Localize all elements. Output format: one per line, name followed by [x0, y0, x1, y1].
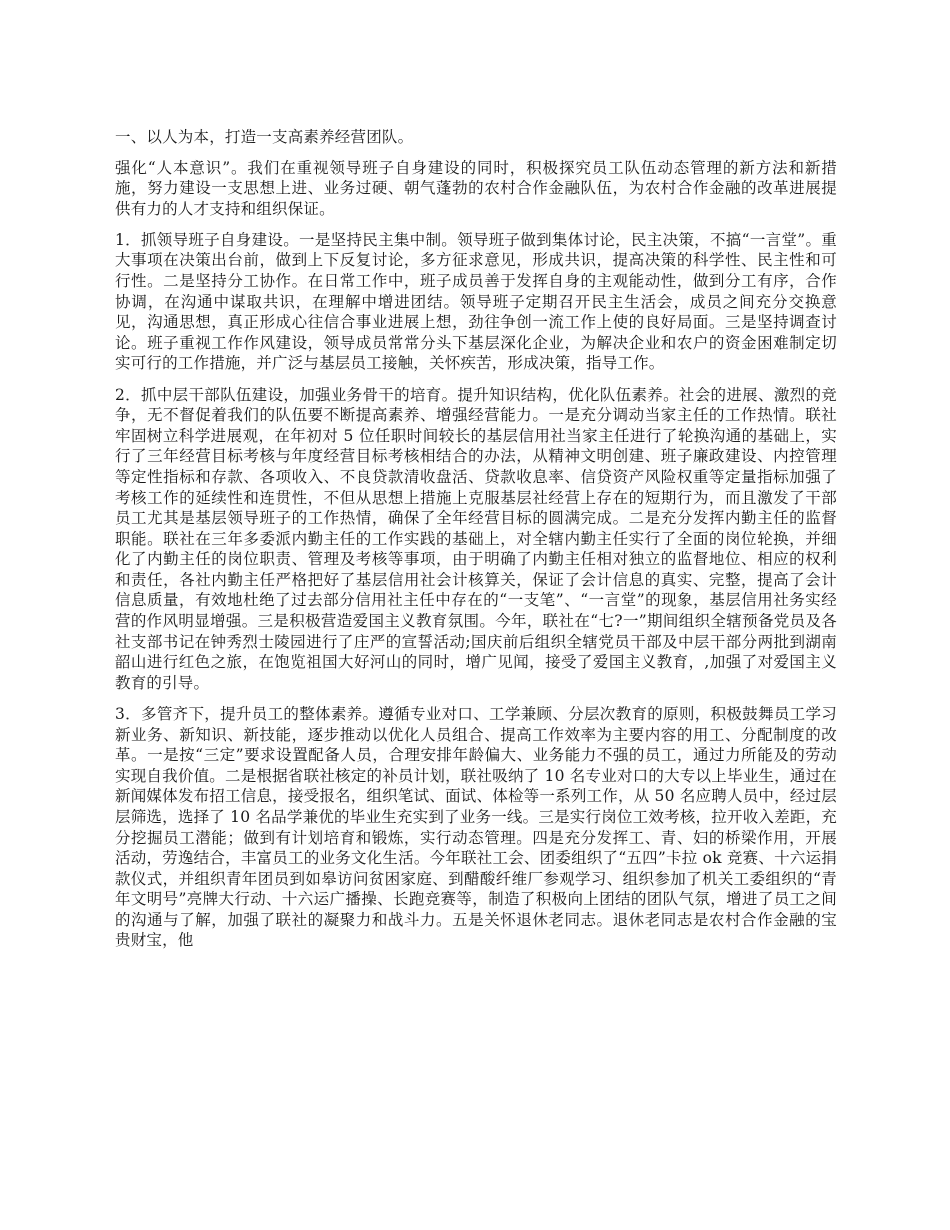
intro-paragraph: 强化“人本意识”。我们在重视领导班子自身建设的同时，积极探究员工队伍动态管理的新方法和新措施，努力建设一支思想上进、业务过硬、朝气蓬勃的农村合作金融队伍，为农村合作金融的改革进展提供有力的人才支持和组织保证。 [115, 158, 837, 218]
section-heading: 一、以人为本，打造一支高素养经营团队。 [115, 128, 414, 146]
document-page [115, 127, 837, 962]
paragraph-leadership: 1．抓领导班子自身建设。一是坚持民主集中制。领导班子做到集体讨论，民主决策，不搞“一言堂”。重大事项在决策出台前，做到上下反复讨论，多方征求意见，形成共识，提高决策的科学性、民主性和可行性。二是坚持分工协作。在日常工作中，班子成员善于发挥自身的主观能动性，做到分工有序，合作协调，在沟通中谋取共识，在理解中增进团结。领导班子定期召开民主生活会，成员之间充分交换意见，沟通思想，真正形成心往信合事业进展上想，劲往争创一流工作上使的良好局面。三是坚持调查讨论。班子重视工作作风建设，领导成员常常分头下基层深化企业，为解决企业和农户的资金困难制定切实可行的工作措施，并广泛与基层员工接触，关怀疾苦，形成决策，指导工作。 [115, 230, 837, 373]
paragraph-middle-cadres: 2．抓中层干部队伍建设，加强业务骨干的培育。提升知识结构，优化队伍素养。社会的进展、激烈的竞争，无不督促着我们的队伍要不断提高素养、增强经营能力。一是充分调动当家主任的工作热情。联社牢固树立科学进展观，在年初对 5 位任职时间较长的基层信用社当家主任进行了轮换沟通的基础上，实行了三年经营目标考核与年度经营目标考核相结合的办法，从精神文明创建、班子廉政建设、内控管理等定性指标和存款、各项收入、不良贷款清收盘活、贷款收息率、信贷资产风险权重等定量指标加强了考核工作的延续性和连贯性，不但从思想上措施上克服基层社经营上存在的短期行为，而且激发了干部员工尤其是基层领导班子的工作热情，确保了全年经营目标的圆满完成。二是充分发挥内勤主任的监督职能。联社在三年多委派内勤主任的工作实践的基础上，对全辖内勤主任实行了全面的岗位轮换，并细化了内勤主任的岗位职责、管理及考核等事项，由于明确了内勤主任相对独立的监督地位、相应的权利和责任，各社内勤主任严格把好了基层信用社会计核算关，保证了会计信息的真实、完整，提高了会计信息质量，有效地杜绝了过去部分信用社主任中存在的“一支笔”、“一言堂”的现象，基层信用社务实经营的作风明显增强。三是积极营造爱国主义教育氛围。今年，联社在“七?一”期间组织全辖预备党员及各社支部书记在钟秀烈士陵园进行了庄严的宣誓活动;国庆前后组织全辖党员干部及中层干部分两批到湖南韶山进行红色之旅，在饱览祖国大好河山的同时，增广见闻，接受了爱国主义教育，,加强了对爱国主义教育的引导。 [115, 385, 837, 692]
paragraph-staff-quality: 3．多管齐下，提升员工的整体素养。遵循专业对口、工学兼顾、分层次教育的原则，积极鼓舞员工学习新业务、新知识、新技能，逐步推动以优化人员组合、提高工作效率为主要内容的用工、分配制度的改革。一是按“三定”要求设置配备人员，合理安排年龄偏大、业务能力不强的员工，通过力所能及的劳动实现自我价值。二是根据省联社核定的补员计划，联社吸纳了 10 名专业对口的大专以上毕业生，通过在新闻媒体发布招工信息，接受报名，组织笔试、面试、体检等一系列工作，从 50 名应聘人员中，经过层层筛选，选择了 10 名品学兼优的毕业生充实到了业务一线。三是实行岗位工效考核，拉开收入差距，充分挖掘员工潜能；做到有计划培育和锻炼，实行动态管理。四是充分发挥工、青、妇的桥梁作用，开展活动，劳逸结合，丰富员工的业务文化生活。今年联社工会、团委组织了“五四”卡拉 ok 竞赛、十六运捐款仪式，并组织青年团员到如皋访问贫困家庭、到醋酸纤维厂参观学习、组织参加了机关工委组织的“青年文明号”亮牌大行动、十六运广播操、长跑竞赛等，制造了积极向上团结的团队气氛，增进了员工之间的沟通与了解，加强了联社的凝聚力和战斗力。五是关怀退休老同志。退休老同志是农村合作金融的宝贵财宝，他 [115, 704, 837, 950]
